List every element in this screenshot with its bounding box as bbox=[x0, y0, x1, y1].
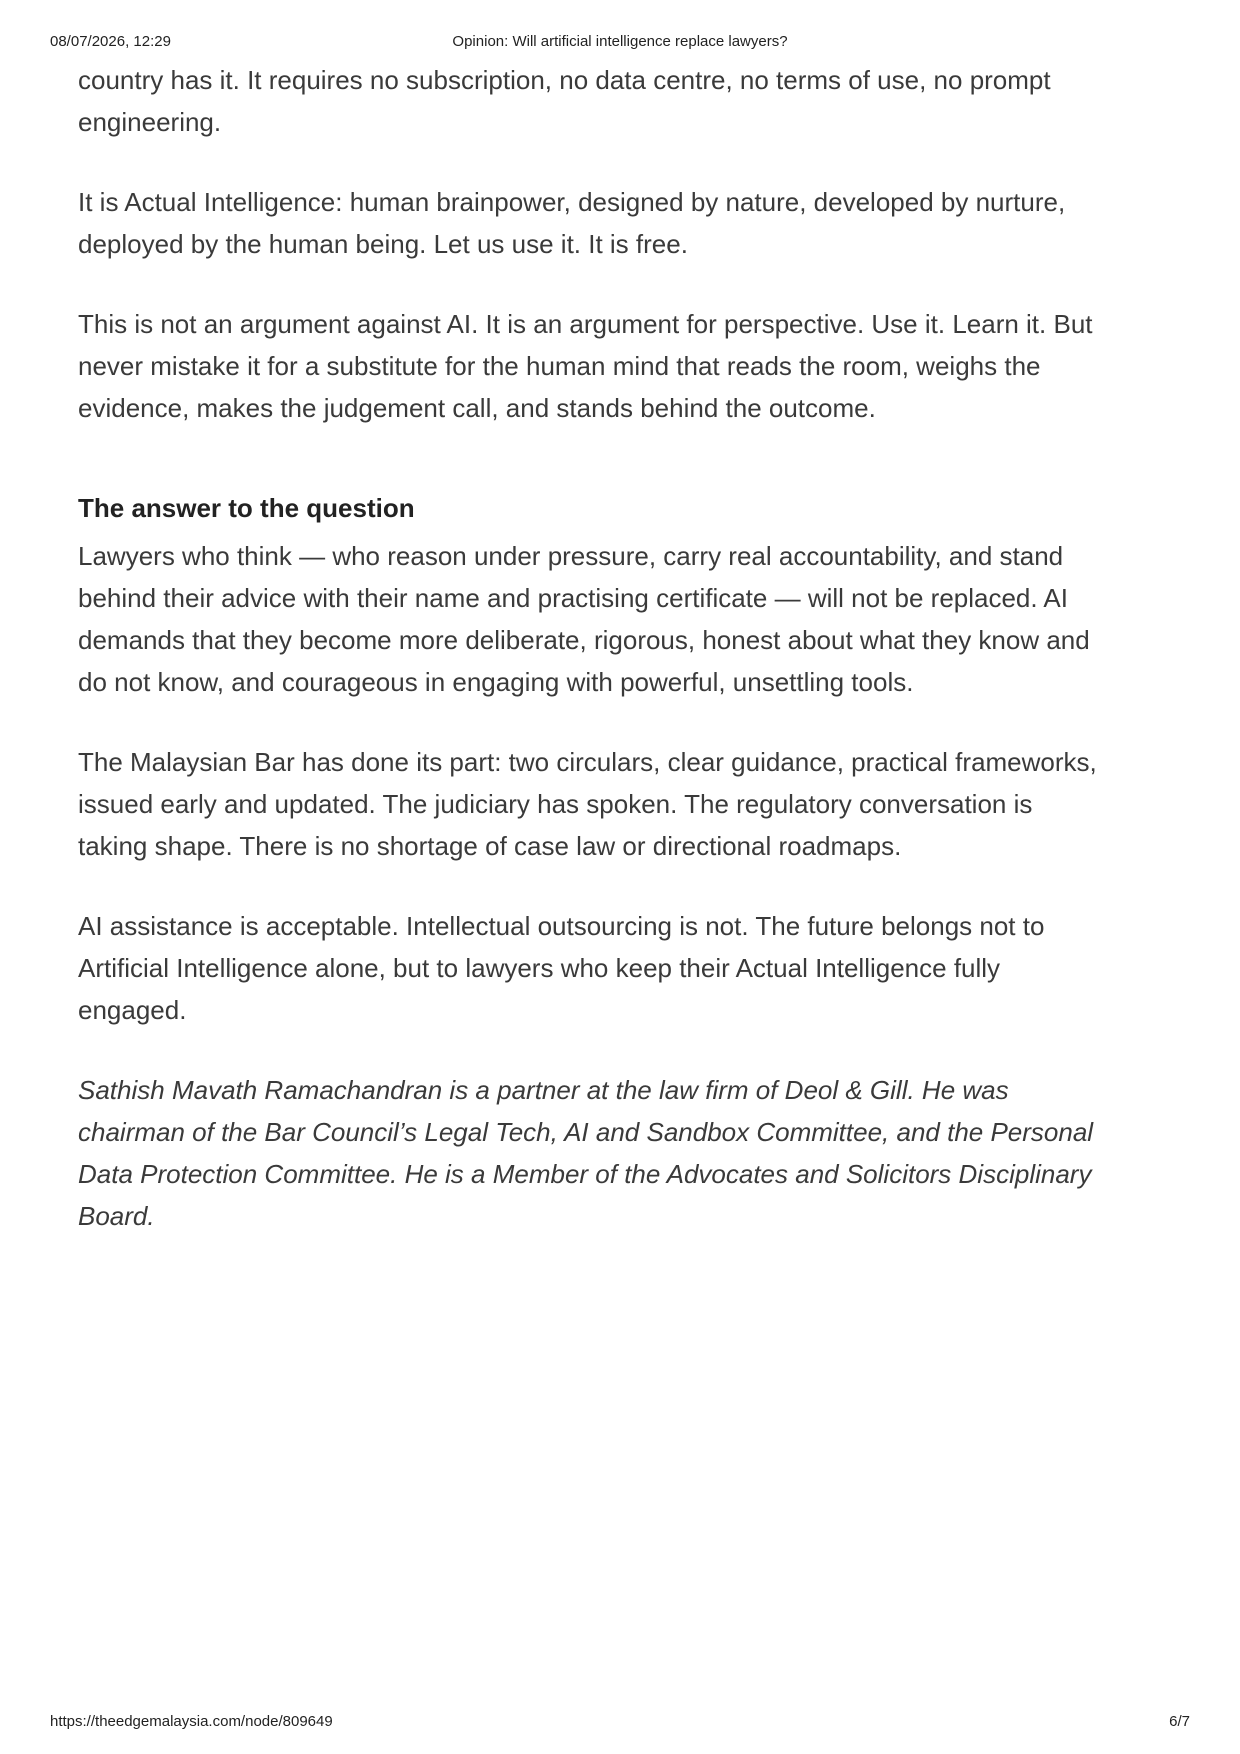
print-footer bbox=[50, 1713, 1190, 1733]
article-paragraph: This is not an argument against AI. It is an argument for perspective. Use it. Learn it. But never mistake it for a substitute for the human mind that reads the room, weighs the evidence, makes the judgement call, and stands behind the outcome. bbox=[78, 309, 1093, 423]
article-paragraph: country has it. It requires no subscription, no data centre, no terms of use, no prompt engineering. bbox=[78, 65, 1051, 137]
print-datetime: 08/07/2026, 12:29 bbox=[50, 33, 171, 50]
article-paragraph: It is Actual Intelligence: human brainpower, designed by nature, developed by nurture, deployed by the human being. Let us use it. It is free. bbox=[78, 187, 1066, 259]
author-bio: Sathish Mavath Ramachandran is a partner at the law firm of Deol & Gill. He was chairman of the Bar Council’s Legal Tech, AI and Sandbox Committee, and the Personal Data Protection Committee. He is a Member of the Advocates and Solicitors Disciplinary Board. bbox=[78, 1075, 1094, 1231]
print-page-number: 6/7 bbox=[1169, 1713, 1190, 1730]
article-paragraph: AI assistance is acceptable. Intellectual outsourcing is not. The future belongs not to Artificial Intelligence alone, but to lawyers who keep their Actual Intelligence fully engaged. bbox=[78, 911, 1045, 1025]
article-paragraph: The Malaysian Bar has done its part: two circulars, clear guidance, practical frameworks, issued early and updated. The judiciary has spoken. The regulatory conversation is taking shape. There is no shortage of case law or directional roadmaps. bbox=[78, 747, 1097, 861]
print-header bbox=[50, 33, 1190, 53]
article-body bbox=[78, 59, 1098, 1275]
article-paragraph: Lawyers who think — who reason under pressure, carry real accountability, and stand behind their advice with their name and practising certificate — will not be replaced. AI demands that they become more deliberate, rigorous, honest about what they know and do not know, and courageous in engaging with powerful, unsettling tools. bbox=[78, 541, 1090, 697]
print-page-title: Opinion: Will artificial intelligence replace lawyers? bbox=[452, 33, 788, 50]
print-source-url[interactable]: https://theedgemalaysia.com/node/809649 bbox=[50, 1713, 333, 1730]
section-heading: The answer to the question bbox=[78, 493, 415, 523]
